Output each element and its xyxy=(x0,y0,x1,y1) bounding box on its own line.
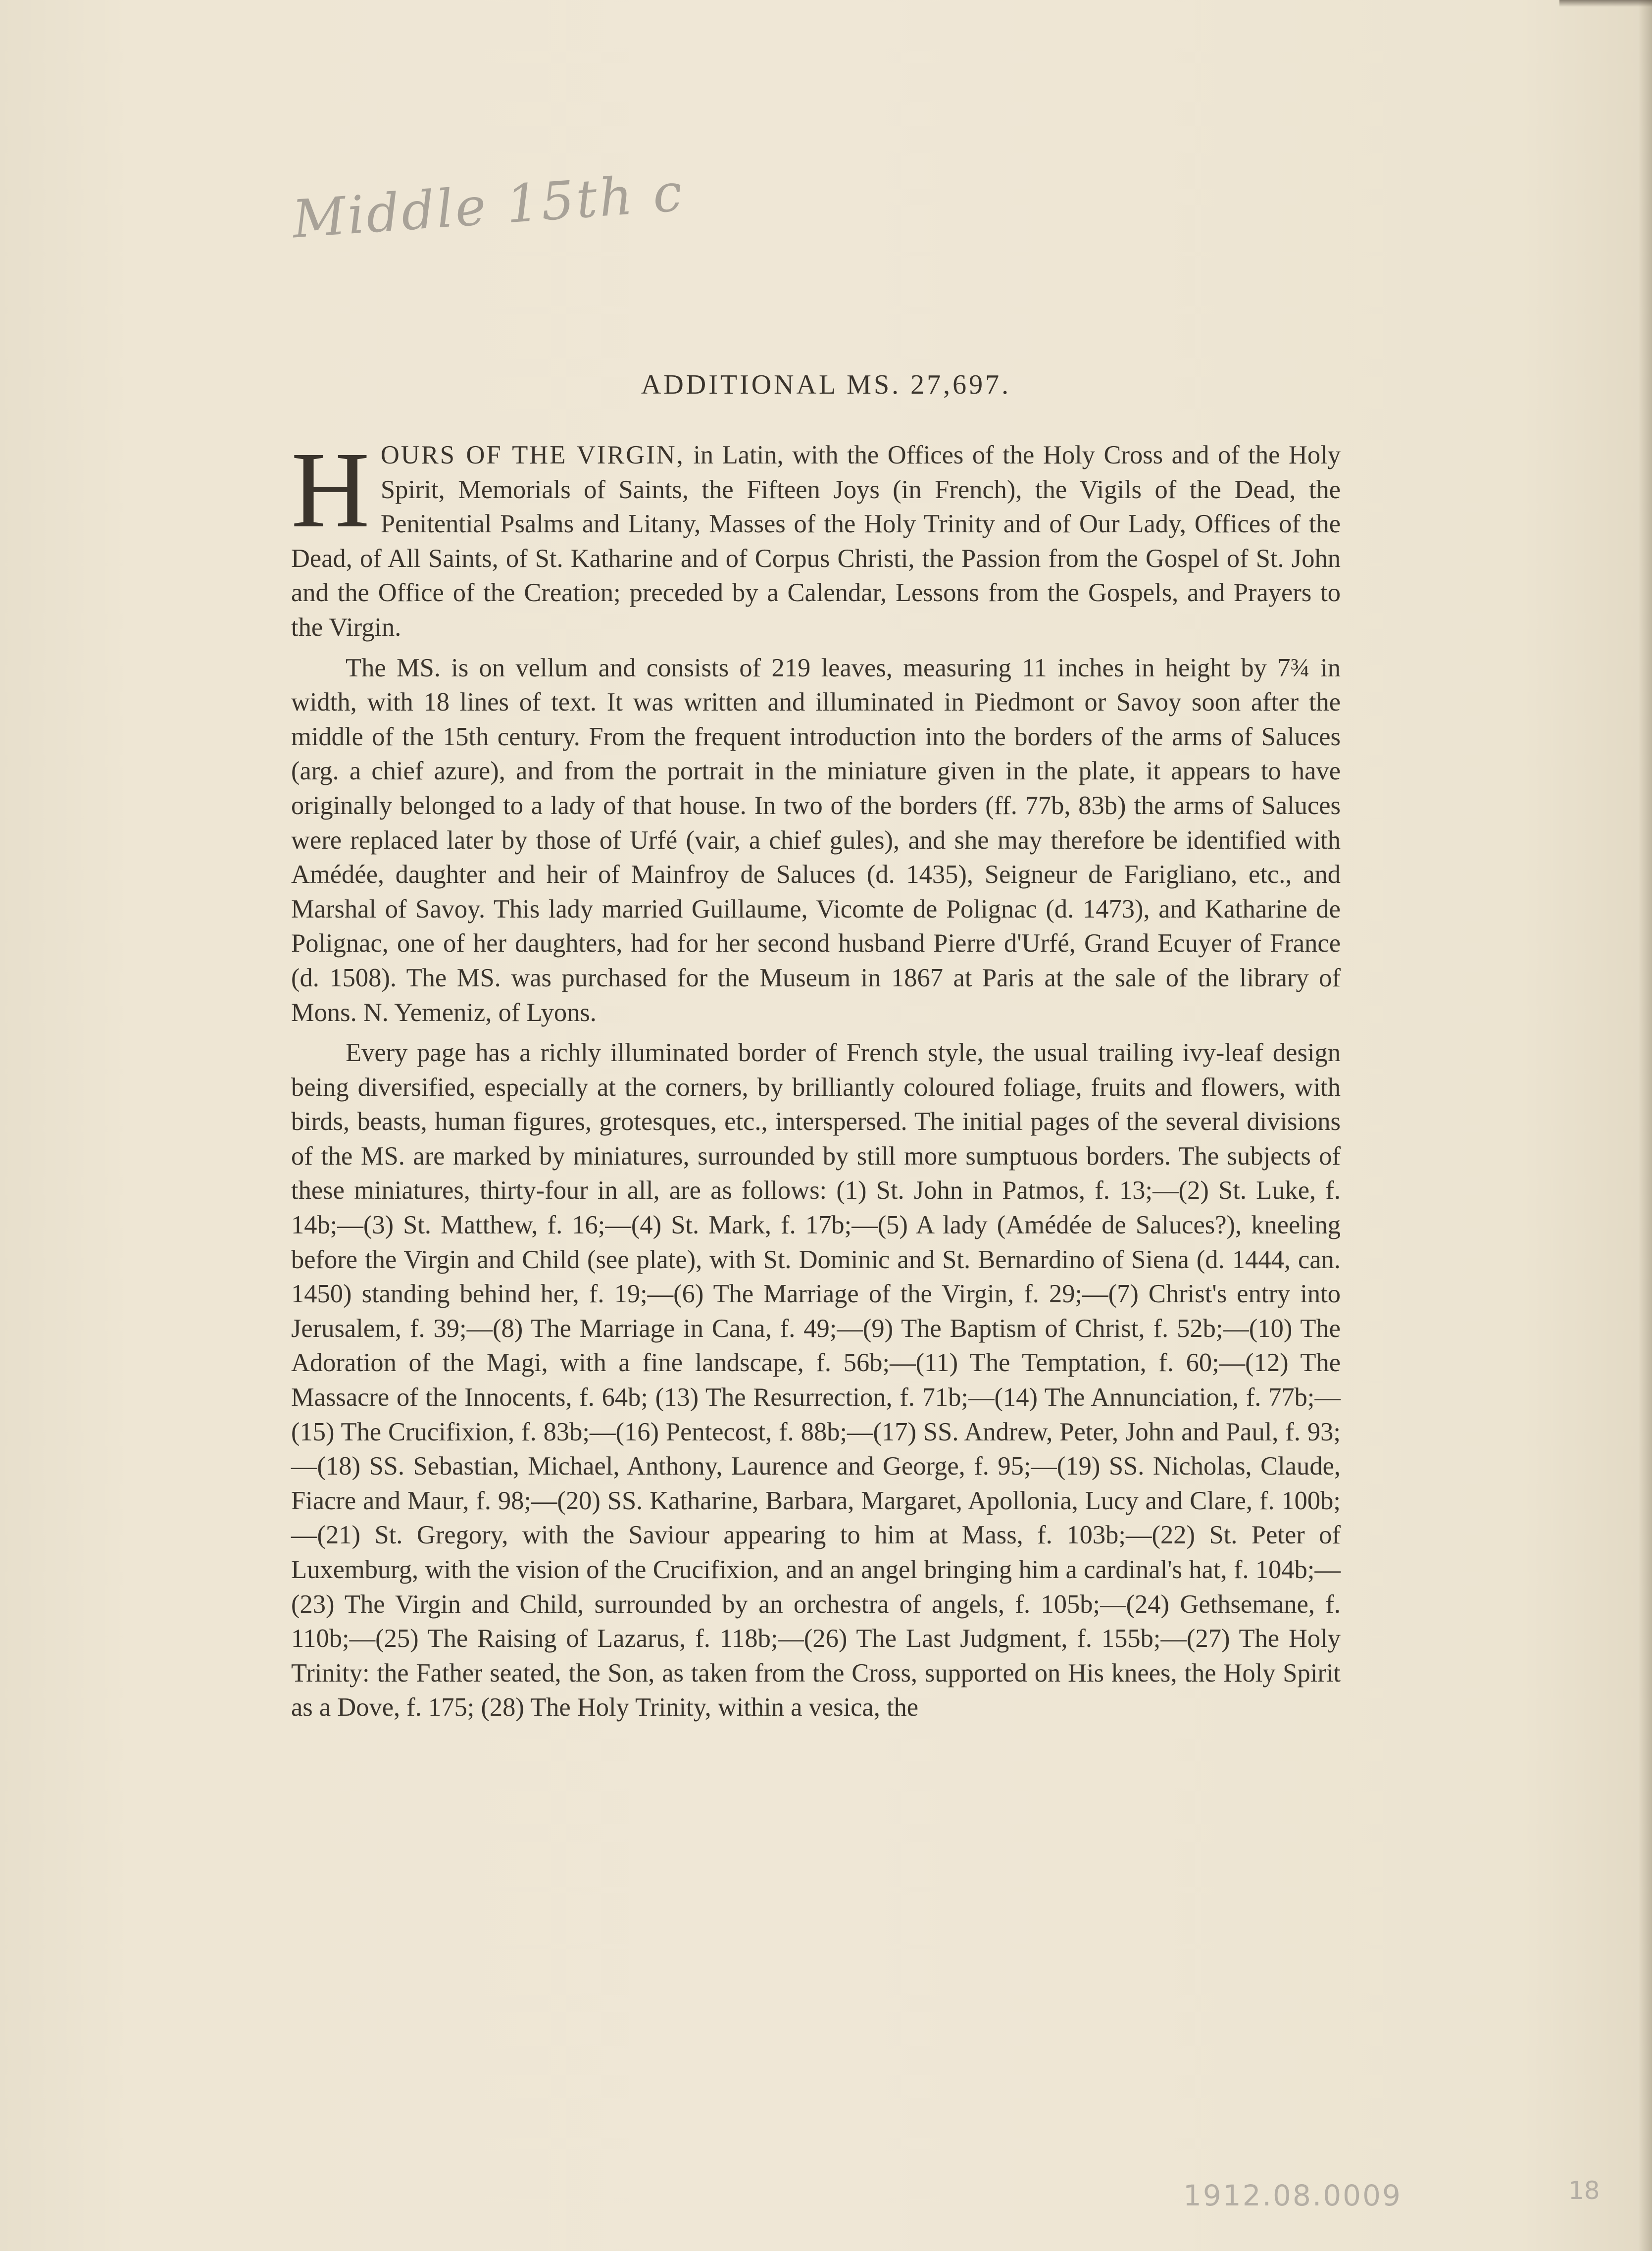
pencil-annotation: Middle 15th c xyxy=(290,162,686,250)
intro-paragraph xyxy=(291,429,1341,645)
page-edge-shadow xyxy=(1638,0,1652,2251)
description-paragraph: The MS. is on vellum and consists of 219 leaves, measuring 11 inches in height by 7¾ in width, with 18 lines of text. It was written and illuminated in Piedmont or Savoy soon after the middle of the 15th century. From the frequent introduction into the borders of the arms of Saluces (arg. a chief azure), and from the portrait in the miniature given in the plate, it appears to have originally belonged to a lady of that house. In two of the borders (ff. 77b, 83b) the arms of Saluces were replaced later by those of Urfé (vair, a chief gules), and she may therefore be identified with Amédée, daughter and heir of Mainfroy de Saluces (d. 1435), Seigneur de Farigliano, etc., and Marshal of Savoy. This lady married Guillaume, Vicomte de Polignac (d. 1473), and Katharine de Polignac, one of her daughters, had for her second husband Pierre d'Urfé, Grand Ecuyer of France (d. 1508). The MS. was purchased for the Museum in 1867 at Paris at the sale of the library of Mons. N. Yemeniz, of Lyons. xyxy=(291,653,1341,1027)
drop-cap: H xyxy=(291,429,370,550)
page-title: ADDITIONAL MS. 27,697. xyxy=(641,369,1011,400)
catalog-number: 1912.08.0009 xyxy=(1183,2179,1402,2212)
intro-small-caps: OURS OF THE VIRGIN, xyxy=(380,441,685,469)
intro-text: in Latin, with the Offices of the Holy Cross and of the Holy Spirit, Memorials of Saints, the Fifteen Joys (in French), the Vigils of the Dead, the Penitential Psalms and Litany, Masses of the Holy Trinity and of Our Lady, Offices of the Dead, of All Saints, of St. Katharine and of Corpus Christi, the Passion from the Gospel of St. John and the Office of the Creation; preceded by a Calendar, Lessons from the Gospels, and Prayers to the Virgin. xyxy=(291,441,1341,642)
body-text xyxy=(291,429,1341,1731)
folio-number: 18 xyxy=(1568,2176,1600,2205)
miniatures-paragraph: Every page has a richly illuminated border of French style, the usual trailing ivy-leaf design being diversified, especially at the corners, by brilliantly coloured foliage, fruits and flowers, with birds, beasts, human figures, grotesques, etc., interspersed. The initial pages of the several divisions of the MS. are marked by miniatures, surrounded by still more sumptuous borders. The subjects of these miniatures, thirty-four in all, are as follows: (1) St. John in Patmos, f. 13;—(2) St. Luke, f. 14b;—(3) St. Matthew, f. 16;—(4) St. Mark, f. 17b;—(5) A lady (Amédée de Saluces?), kneeling before the Virgin and Child (see plate), with St. Dominic and St. Bernardino of Siena (d. 1444, can. 1450) standing behind her, f. 19;—(6) The Marriage of the Virgin, f. 29;—(7) Christ's entry into Jerusalem, f. 39;—(8) The Marriage in Cana, f. 49;—(9) The Baptism of Christ, f. 52b;—(10) The Adoration of the Magi, with a fine landscape, f. 56b;—(11) The Temptation, f. 60;—(12) The Massacre of the Innocents, f. 64b; (13) The Resurrection, f. 71b;—(14) The Annunciation, f. 77b;—(15) The Crucifixion, f. 83b;—(16) Pentecost, f. 88b;—(17) SS. Andrew, Peter, John and Paul, f. 93;—(18) SS. Sebastian, Michael, Anthony, Laurence and George, f. 95;—(19) SS. Nicholas, Claude, Fiacre and Maur, f. 98;—(20) SS. Katharine, Barbara, Margaret, Apollonia, Lucy and Clare, f. 100b;—(21) St. Gregory, with the Saviour appearing to him at Mass, f. 103b;—(22) St. Peter of Luxemburg, with the vision of the Crucifixion, and an angel bringing him a cardinal's hat, f. 104b;—(23) The Virgin and Child, surrounded by an orchestra of angels, f. 105b;—(24) Gethsemane, f. 110b;—(25) The Raising of Lazarus, f. 118b;—(26) The Last Judgment, f. 155b;—(27) The Holy Trinity: the Father seated, the Son, as taken from the Cross, supported on His knees, the Holy Spirit as a Dove, f. 175; (28) The Holy Trinity, within a vesica, the xyxy=(291,1038,1341,1722)
